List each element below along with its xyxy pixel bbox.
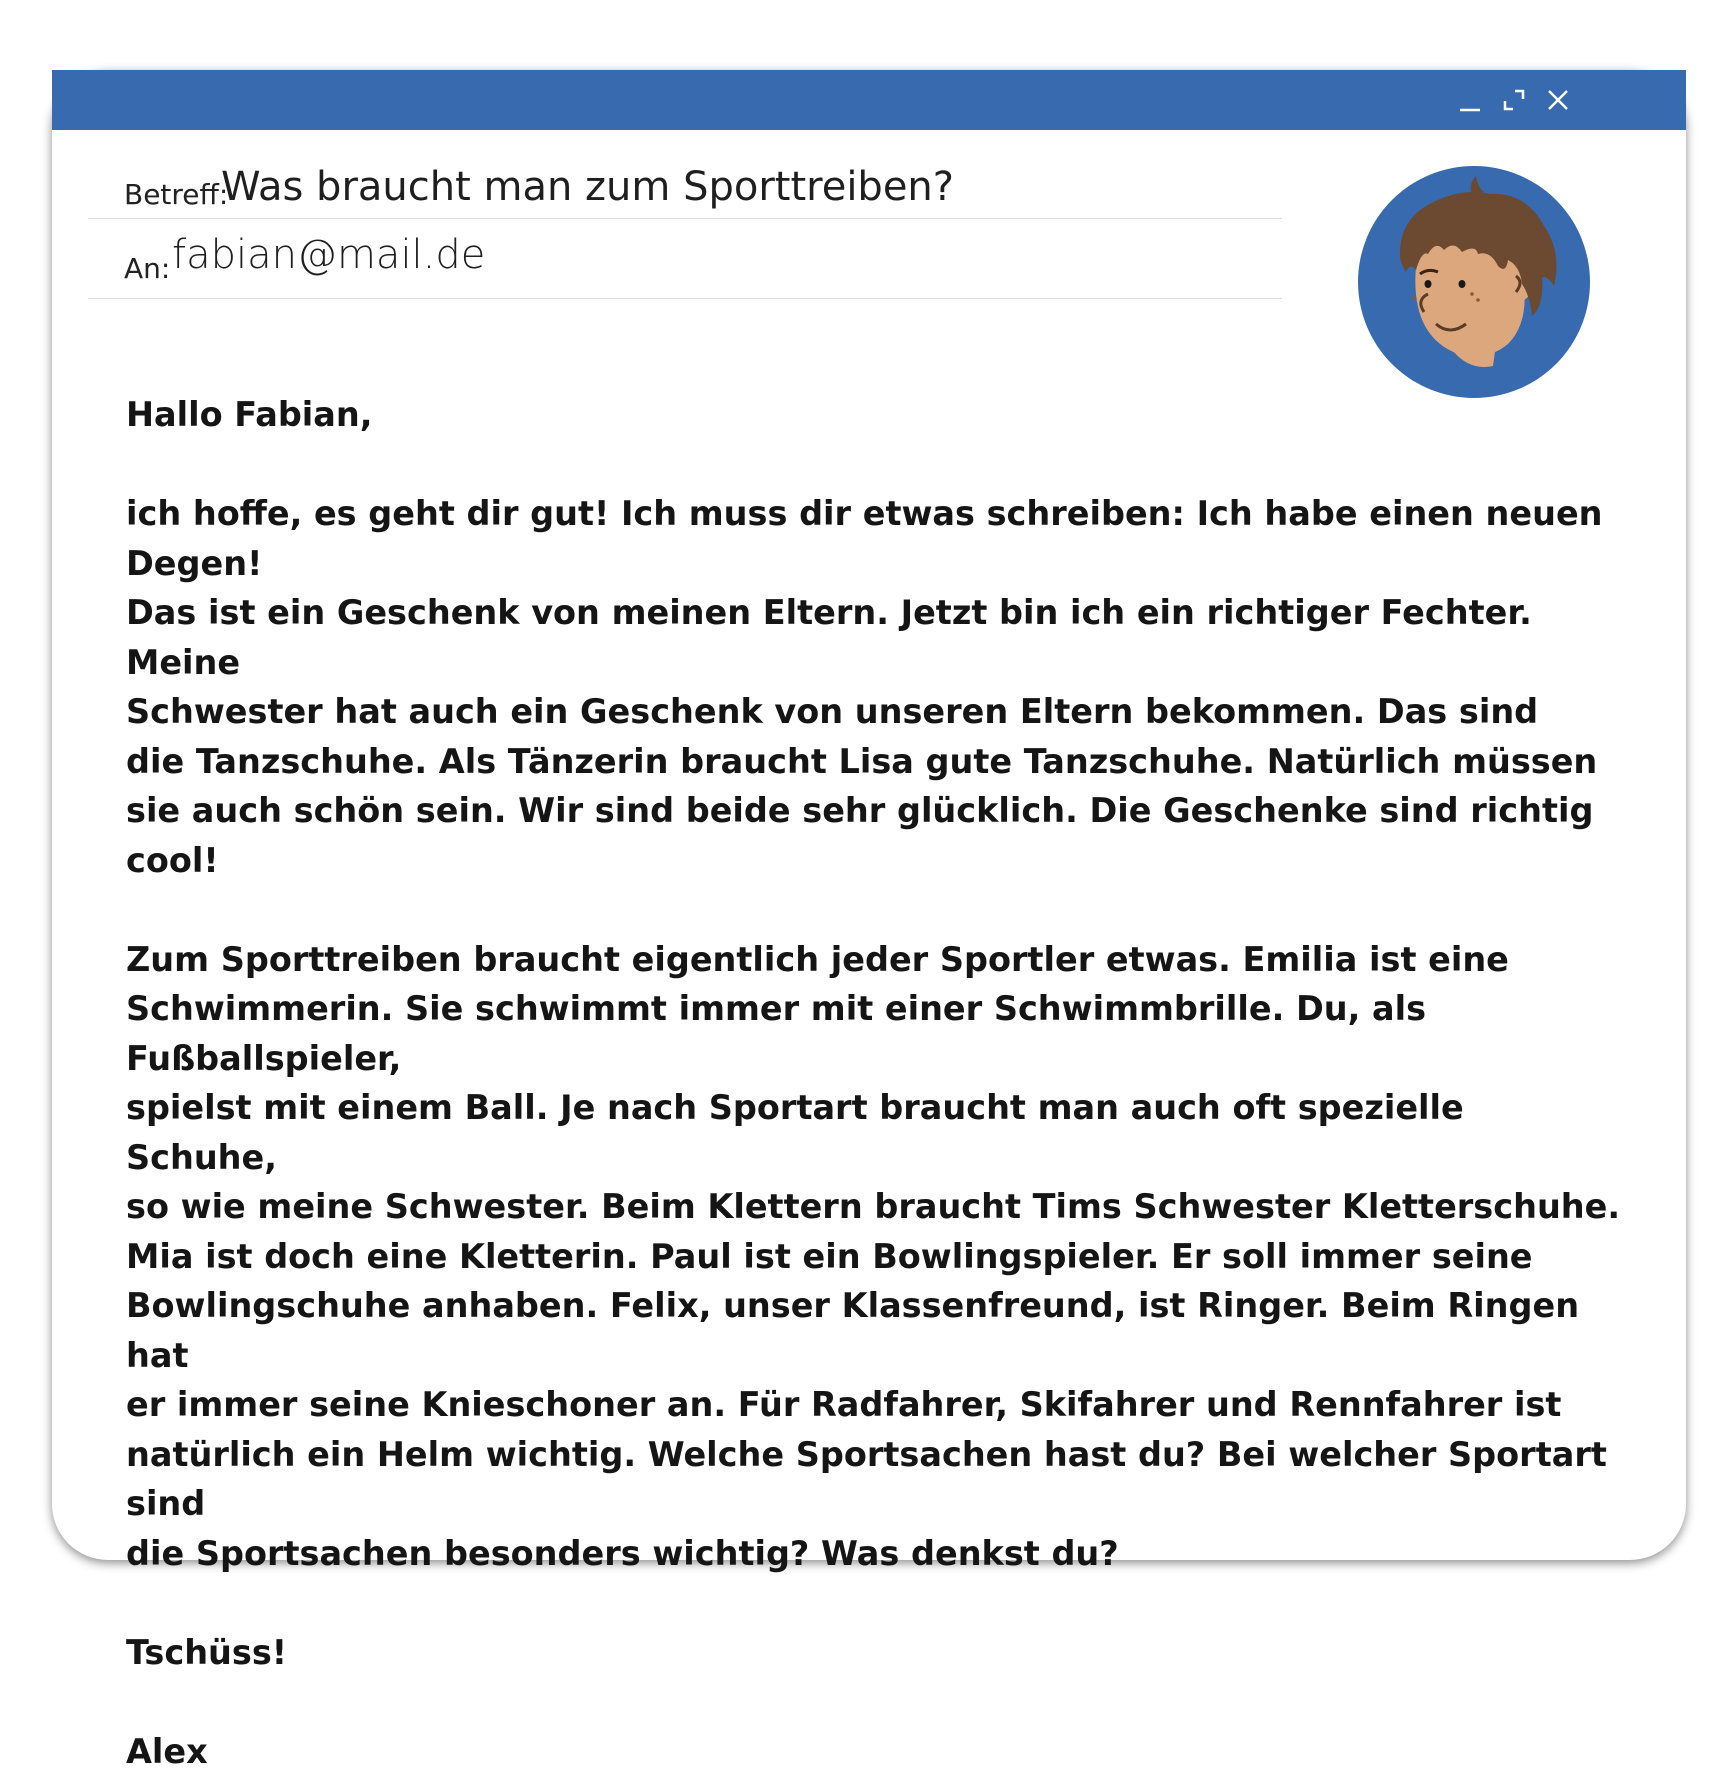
body-line: Schwester hat auch ein Geschenk von unseren Eltern bekommen. Das sind xyxy=(126,687,1626,737)
subject-row xyxy=(88,158,1282,219)
title-bar xyxy=(52,70,1686,130)
subject-value[interactable]: Was braucht man zum Sporttreiben? xyxy=(221,164,954,210)
body-line: natürlich ein Helm wichtig. Welche Sportsachen hast du? Bei welcher Sportart sind xyxy=(126,1430,1626,1529)
body-line: ich hoffe, es geht dir gut! Ich muss dir etwas schreiben: Ich habe einen neuen Degen! xyxy=(126,489,1626,588)
recipient-label: An: xyxy=(124,252,170,285)
body-line: Bowlingschuhe anhaben. Felix, unser Klassenfreund, ist Ringer. Beim Ringen hat xyxy=(126,1281,1626,1380)
body-line: die Tanzschuhe. Als Tänzerin braucht Lisa gute Tanzschuhe. Natürlich müssen xyxy=(126,737,1626,787)
email-body xyxy=(126,390,1626,1776)
subject-label: Betreff: xyxy=(124,178,228,211)
body-line: so wie meine Schwester. Beim Klettern braucht Tims Schwester Kletterschuhe. xyxy=(126,1182,1626,1232)
spacer xyxy=(126,1677,1626,1727)
boy-avatar-icon xyxy=(1358,166,1590,398)
body-line: Das ist ein Geschenk von meinen Eltern. Jetzt bin ich ein richtiger Fechter. Meine xyxy=(126,588,1626,687)
signature: Alex xyxy=(126,1727,1626,1776)
spacer xyxy=(126,1578,1626,1628)
body-line: spielst mit einem Ball. Je nach Sportart braucht man auch oft spezielle Schuhe, xyxy=(126,1083,1626,1182)
body-line: er immer seine Knieschoner an. Für Radfahrer, Skifahrer und Rennfahrer ist xyxy=(126,1380,1626,1430)
recipient-row xyxy=(88,218,1282,299)
maximize-icon[interactable] xyxy=(1496,82,1532,118)
body-line: sie auch schön sein. Wir sind beide sehr glücklich. Die Geschenke sind richtig cool! xyxy=(126,786,1626,885)
greeting: Hallo Fabian, xyxy=(126,390,1626,440)
closing: Tschüss! xyxy=(126,1628,1626,1678)
email-window xyxy=(52,70,1686,1560)
body-line: die Sportsachen besonders wichtig? Was denkst du? xyxy=(126,1529,1626,1579)
close-icon[interactable] xyxy=(1540,82,1576,118)
body-line: Zum Sporttreiben braucht eigentlich jeder Sportler etwas. Emilia ist eine xyxy=(126,935,1626,985)
spacer xyxy=(126,440,1626,490)
body-line: Schwimmerin. Sie schwimmt immer mit einer Schwimmbrille. Du, als Fußballspieler, xyxy=(126,984,1626,1083)
spacer xyxy=(126,885,1626,935)
recipient-field[interactable] xyxy=(172,232,772,278)
minimize-icon[interactable] xyxy=(1452,82,1488,118)
body-line: Mia ist doch eine Kletterin. Paul ist ein Bowlingspieler. Er soll immer seine xyxy=(126,1232,1626,1282)
